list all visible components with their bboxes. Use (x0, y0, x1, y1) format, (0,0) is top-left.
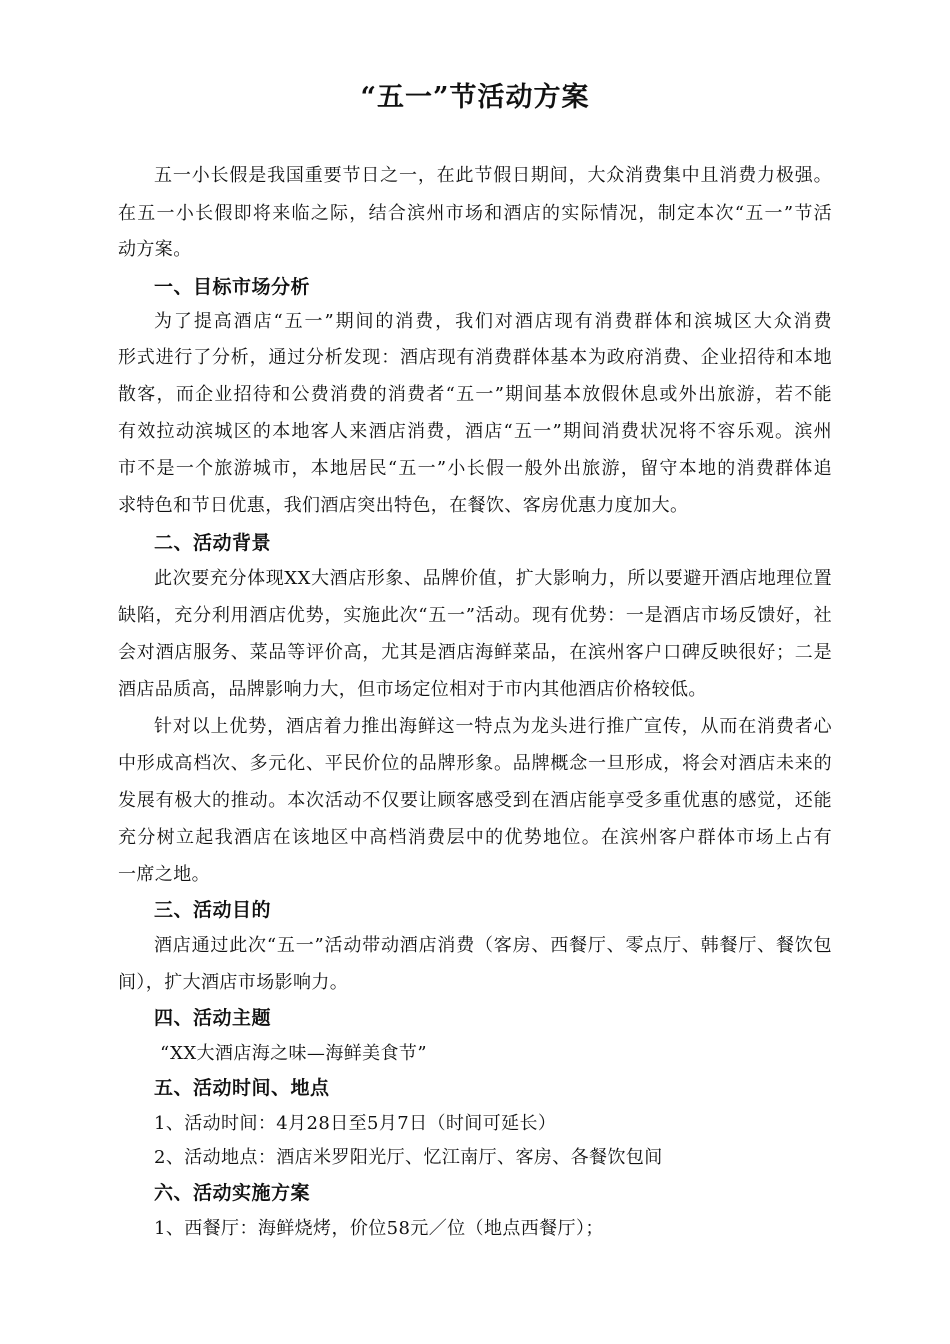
page-title: “五一”节活动方案 (360, 82, 590, 113)
section-2-p2-line-1: 针对以上优势，酒店着力推出海鲜这一特点为龙头进行推广宣传，从而在消费者心 (154, 716, 832, 737)
section-5-heading: 五、活动时间、地点 (154, 1077, 330, 1099)
section-4-theme: “XX大酒店海之味—海鲜美食节” (160, 1043, 427, 1064)
section-1-line-2: 形式进行了分析，通过分析发现：酒店现有消费群体基本为政府消费、企业招待和本地 (118, 347, 832, 368)
intro-line-1: 五一小长假是我国重要节日之一，在此节假日期间，大众消费集中且消费力极强。 (154, 165, 832, 186)
section-2-p1-line-3: 会对酒店服务、菜品等评价高，尤其是酒店海鲜菜品，在滨州客户口碑反映很好；二是 (118, 642, 832, 663)
section-1-line-5: 市不是一个旅游城市，本地居民“五一”小长假一般外出旅游，留守本地的消费群体追 (118, 458, 832, 479)
section-2-heading: 二、活动背景 (154, 532, 272, 554)
section-1-line-6: 求特色和节日优惠，我们酒店突出特色，在餐饮、客房优惠力度加大。 (118, 495, 689, 516)
section-1-line-4: 有效拉动滨城区的本地客人来酒店消费，酒店“五一”期间消费状况将不容乐观。滨州 (118, 421, 832, 442)
section-6-heading: 六、活动实施方案 (154, 1182, 311, 1204)
section-1-line-1: 为了提高酒店“五一”期间的消费，我们对酒店现有消费群体和滨城区大众消费 (154, 311, 832, 332)
intro-line-3: 动方案。 (118, 239, 192, 260)
section-5-time: 1、活动时间：4月28日至5月7日（时间可延长） (154, 1113, 557, 1134)
section-2-p1-line-1: 此次要充分体现XX大酒店形象、品牌价值，扩大影响力，所以要避开酒店地理位置 (154, 568, 832, 589)
section-4-heading: 四、活动主题 (154, 1007, 272, 1029)
section-1-line-3: 散客，而企业招待和公费消费的消费者“五一”期间基本放假休息或外出旅游，若不能 (118, 384, 832, 405)
section-2-p2-line-2: 中形成高档次、多元化、平民价位的品牌形象。品牌概念一旦形成，将会对酒店未来的 (118, 753, 832, 774)
section-2-p2-line-3: 发展有极大的推动。本次活动不仅要让顾客感受到在酒店能享受多重优惠的感觉，还能 (118, 790, 832, 811)
section-2-p1-line-4: 酒店品质高，品牌影响力大，但市场定位相对于市内其他酒店价格较低。 (118, 679, 707, 700)
section-1-heading: 一、目标市场分析 (154, 276, 311, 298)
section-3-heading: 三、活动目的 (154, 899, 272, 921)
section-3-line-2: 间），扩大酒店市场影响力。 (118, 972, 349, 993)
section-2-p2-line-4: 充分树立起我酒店在该地区中高档消费层中的优势地位。在滨州客户群体市场上占有 (118, 827, 832, 848)
section-2-p2-line-5: 一席之地。 (118, 864, 210, 885)
section-2-p1-line-2: 缺陷，充分利用酒店优势，实施此次“五一”活动。现有优势：一是酒店市场反馈好，社 (118, 605, 832, 626)
section-6-item-1: 1、西餐厅：海鲜烧烤，价位58元／位（地点西餐厅）； (154, 1218, 604, 1239)
section-3-line-1: 酒店通过此次“五一”活动带动酒店消费（客房、西餐厅、零点厅、韩餐厅、餐饮包 (154, 935, 832, 956)
intro-line-2: 在五一小长假即将来临之际，结合滨州市场和酒店的实际情况，制定本次“五一”节活 (118, 203, 832, 224)
section-5-place: 2、活动地点：酒店米罗阳光厅、忆江南厅、客房、各餐饮包间 (154, 1147, 663, 1168)
